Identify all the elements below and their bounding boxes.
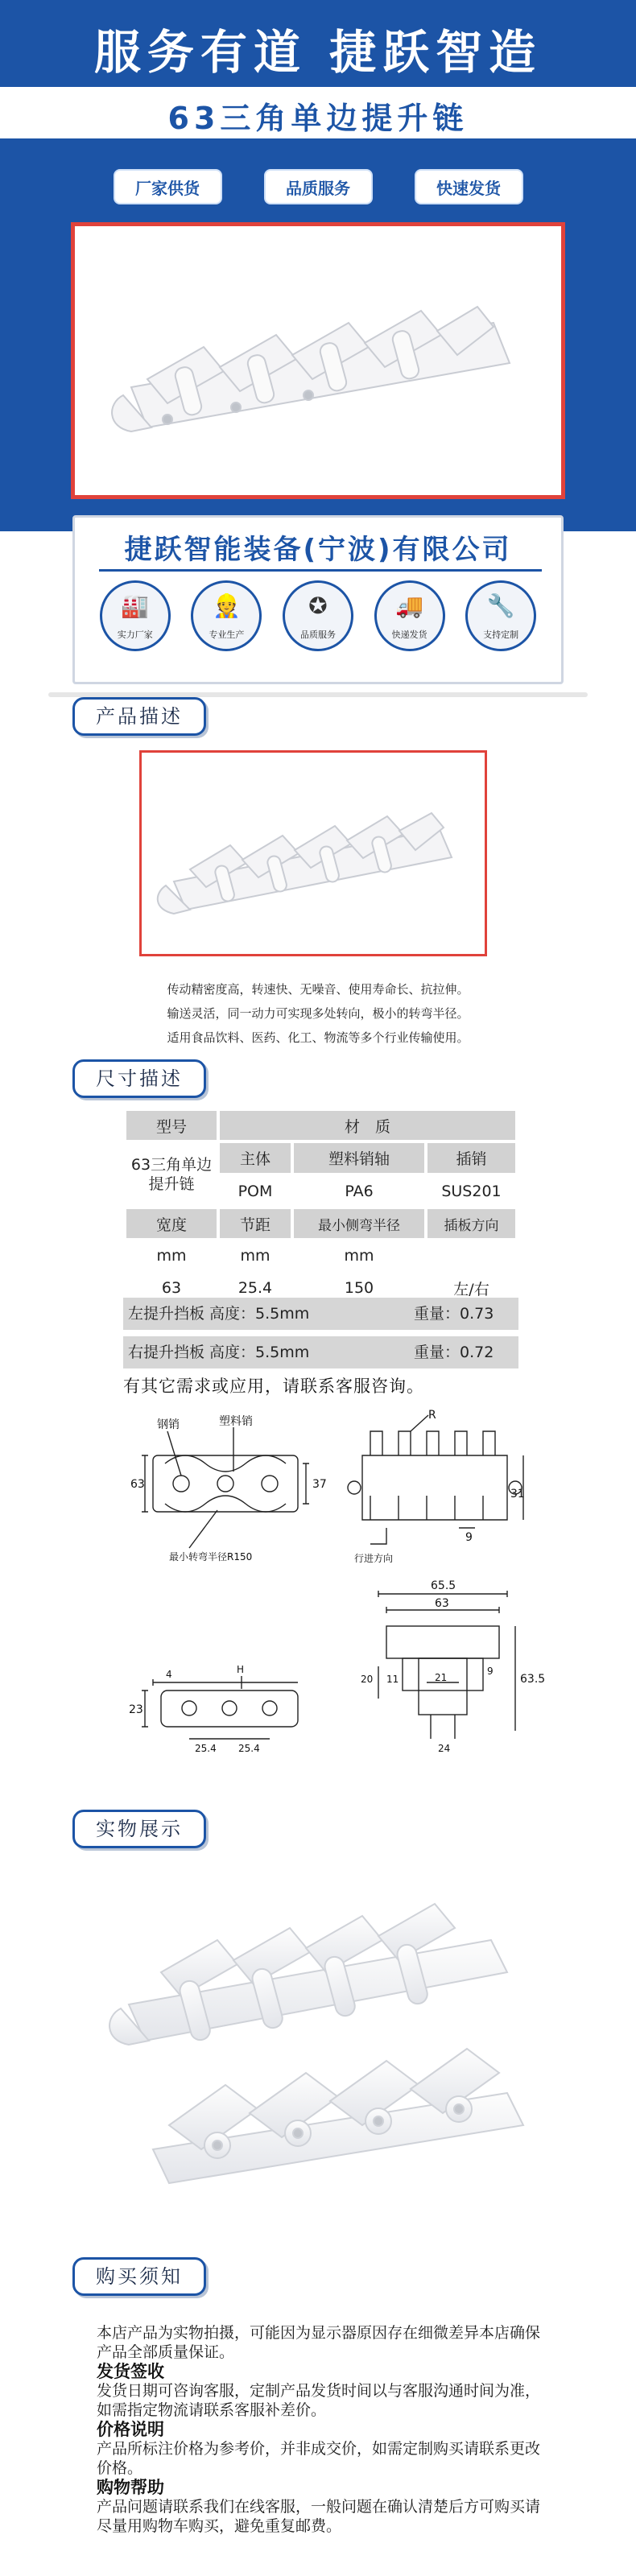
purchase-item-title: 发货签收	[97, 2362, 164, 2381]
variant-name: 左提升挡板 高度：5.5mm	[128, 1305, 310, 1323]
description-text	[0, 977, 636, 1050]
dim-9: 9	[465, 1531, 473, 1544]
link-view-drawing	[121, 1658, 330, 1755]
real-product-photo	[105, 1884, 539, 2190]
contact-note: 有其它需求或应用，请联系客服咨询。	[123, 1377, 424, 1396]
variant-weight: 重量：0.72	[414, 1344, 494, 1361]
spec-radius-value: 150	[294, 1274, 424, 1302]
dim-37: 37	[312, 1478, 327, 1491]
hero-product-photo	[71, 222, 565, 499]
spec-pin-value: PA6	[294, 1176, 424, 1206]
spec-bolt-label: 插销	[427, 1143, 515, 1173]
purchase-intro: 本店产品为实物拍摄，可能因为显示器原因存在细微差异本店确保产品全部质量保证。	[97, 2324, 541, 2361]
dim-24: 24	[438, 1743, 451, 1754]
badge-label: 品质服务	[299, 630, 336, 640]
section-title: 实物展示	[96, 1818, 183, 1840]
hero-title: 服务有道 捷跃智造	[93, 25, 543, 80]
tag-quality-service: 品质服务	[264, 169, 373, 204]
dim-4: 4	[166, 1669, 172, 1680]
company-card	[72, 515, 564, 684]
variant-left	[123, 1298, 518, 1330]
spec-model-value: 63三角单边提升链	[126, 1143, 217, 1206]
wrench-icon: 🔧	[486, 592, 515, 619]
product-title: 63三角单边提升链	[167, 101, 469, 136]
badge-delivery	[374, 580, 445, 651]
variant-weight: 重量：0.73	[414, 1305, 494, 1323]
spec-direction-label: 插板方向	[427, 1209, 515, 1238]
spec-radius-label: 最小侧弯半径	[294, 1209, 424, 1238]
company-name: 捷跃智能装备(宁波)有限公司	[124, 534, 512, 566]
label-plastic-pin: 塑料销	[219, 1415, 253, 1428]
badge-label: 专业生产	[209, 630, 245, 640]
spec-unit: mm	[126, 1241, 217, 1270]
badge-label: 实力厂家	[117, 630, 153, 640]
description-line: 适用食品饮料、医药、化工、物流等多个行业传输使用。	[167, 1030, 469, 1045]
dim-9b: 9	[487, 1666, 494, 1677]
badge-custom	[465, 580, 536, 651]
worker-icon: 👷	[212, 592, 241, 619]
dim-63: 63	[130, 1478, 145, 1491]
spec-pin-label: 塑料销轴	[294, 1143, 424, 1173]
dim-21: 21	[435, 1672, 448, 1683]
section-title: 产品描述	[96, 705, 183, 728]
company-badges	[75, 580, 561, 651]
chain-illustration	[142, 753, 485, 954]
spec-width-label: 宽度	[126, 1209, 217, 1238]
side-view-drawing	[338, 1407, 531, 1568]
purchase-item-text: 产品所标注价格为参考价，并非成交价，如需定制购买请联系更改价格。	[97, 2440, 541, 2477]
description-photo	[139, 750, 487, 956]
hero-banner	[0, 0, 636, 531]
spec-direction-value: 左/右	[427, 1274, 515, 1302]
purchase-item-title: 购物帮助	[97, 2478, 164, 2497]
label-direction: 行进方向	[354, 1553, 394, 1564]
spec-pitch-label: 节距	[220, 1209, 291, 1238]
badge-strength-factory	[100, 580, 171, 651]
spec-pitch-value: 25.4	[220, 1274, 291, 1302]
spec-table	[123, 1108, 518, 1306]
dim-25-4a: 25.4	[195, 1743, 217, 1754]
section-header-purchase	[72, 2257, 206, 2296]
purchase-item-text: 产品问题请联系我们在线客服，一般问题在确认清楚后方可购买请尽量用购物车购买，避免重复邮费。	[97, 2498, 541, 2535]
top-view-drawing	[121, 1407, 330, 1568]
variant-name: 右提升挡板 高度：5.5mm	[128, 1344, 310, 1361]
chain-illustration	[75, 226, 561, 495]
spec-main-body-value: POM	[220, 1176, 291, 1206]
section-title: 购买须知	[96, 2265, 183, 2288]
variant-right	[123, 1336, 518, 1368]
dim-11: 11	[386, 1674, 399, 1685]
dim-h: H	[237, 1664, 245, 1675]
chain-photo-illustration	[105, 1884, 539, 2190]
dim-25-4b: 25.4	[238, 1743, 260, 1754]
dim-31: 31	[510, 1488, 525, 1501]
badge-label: 支持定制	[483, 630, 519, 640]
tag-fast-shipping: 快速发货	[415, 169, 523, 204]
purchase-item-text: 发货日期可咨询客服，定制产品发货时间以与客服沟通时间为准，如需指定物流请联系客服补差价。	[97, 2382, 541, 2419]
badge-quality	[283, 580, 353, 651]
badge-label: 快递发货	[391, 630, 427, 640]
quality-icon: ✪	[308, 592, 328, 619]
spec-model-label: 型号	[126, 1111, 217, 1140]
label-min-radius: 最小转弯半径R150	[169, 1551, 253, 1563]
spec-main-body-label: 主体	[220, 1143, 291, 1173]
dim-63-5: 63.5	[520, 1673, 546, 1686]
dim-63b: 63	[435, 1597, 449, 1610]
service-tags	[0, 169, 636, 204]
description-line: 传动精密度高，转速快、无噪音、使用寿命长、抗拉伸。	[167, 982, 469, 997]
purchase-notes	[97, 2323, 547, 2536]
spec-width-value: 63	[126, 1274, 217, 1302]
dim-65-5: 65.5	[431, 1579, 456, 1592]
spec-bolt-value: SUS201	[427, 1176, 515, 1206]
purchase-item-title: 价格说明	[97, 2420, 164, 2439]
dim-20: 20	[361, 1674, 374, 1685]
tag-factory-supply: 厂家供货	[114, 169, 222, 204]
factory-icon: 🏭	[121, 592, 150, 619]
product-title-bar	[0, 87, 636, 138]
section-view-drawing	[354, 1578, 547, 1763]
section-header-real	[72, 1810, 206, 1848]
spec-unit-empty	[427, 1241, 515, 1270]
section-header-dimensions	[72, 1059, 206, 1098]
spec-material-label: 材 质	[220, 1111, 515, 1140]
spec-unit: mm	[220, 1241, 291, 1270]
truck-icon: 🚚	[395, 592, 424, 619]
spec-unit: mm	[294, 1241, 424, 1270]
dim-r: R	[428, 1409, 436, 1422]
badge-professional	[191, 580, 262, 651]
description-line: 输送灵活，同一动力可实现多处转向，极小的转弯半径。	[167, 1006, 469, 1021]
section-header-description	[72, 697, 206, 736]
dim-23: 23	[129, 1703, 143, 1716]
divider	[99, 569, 542, 572]
section-title: 尺寸描述	[96, 1067, 183, 1090]
label-steel-pin: 钢销	[157, 1418, 180, 1431]
